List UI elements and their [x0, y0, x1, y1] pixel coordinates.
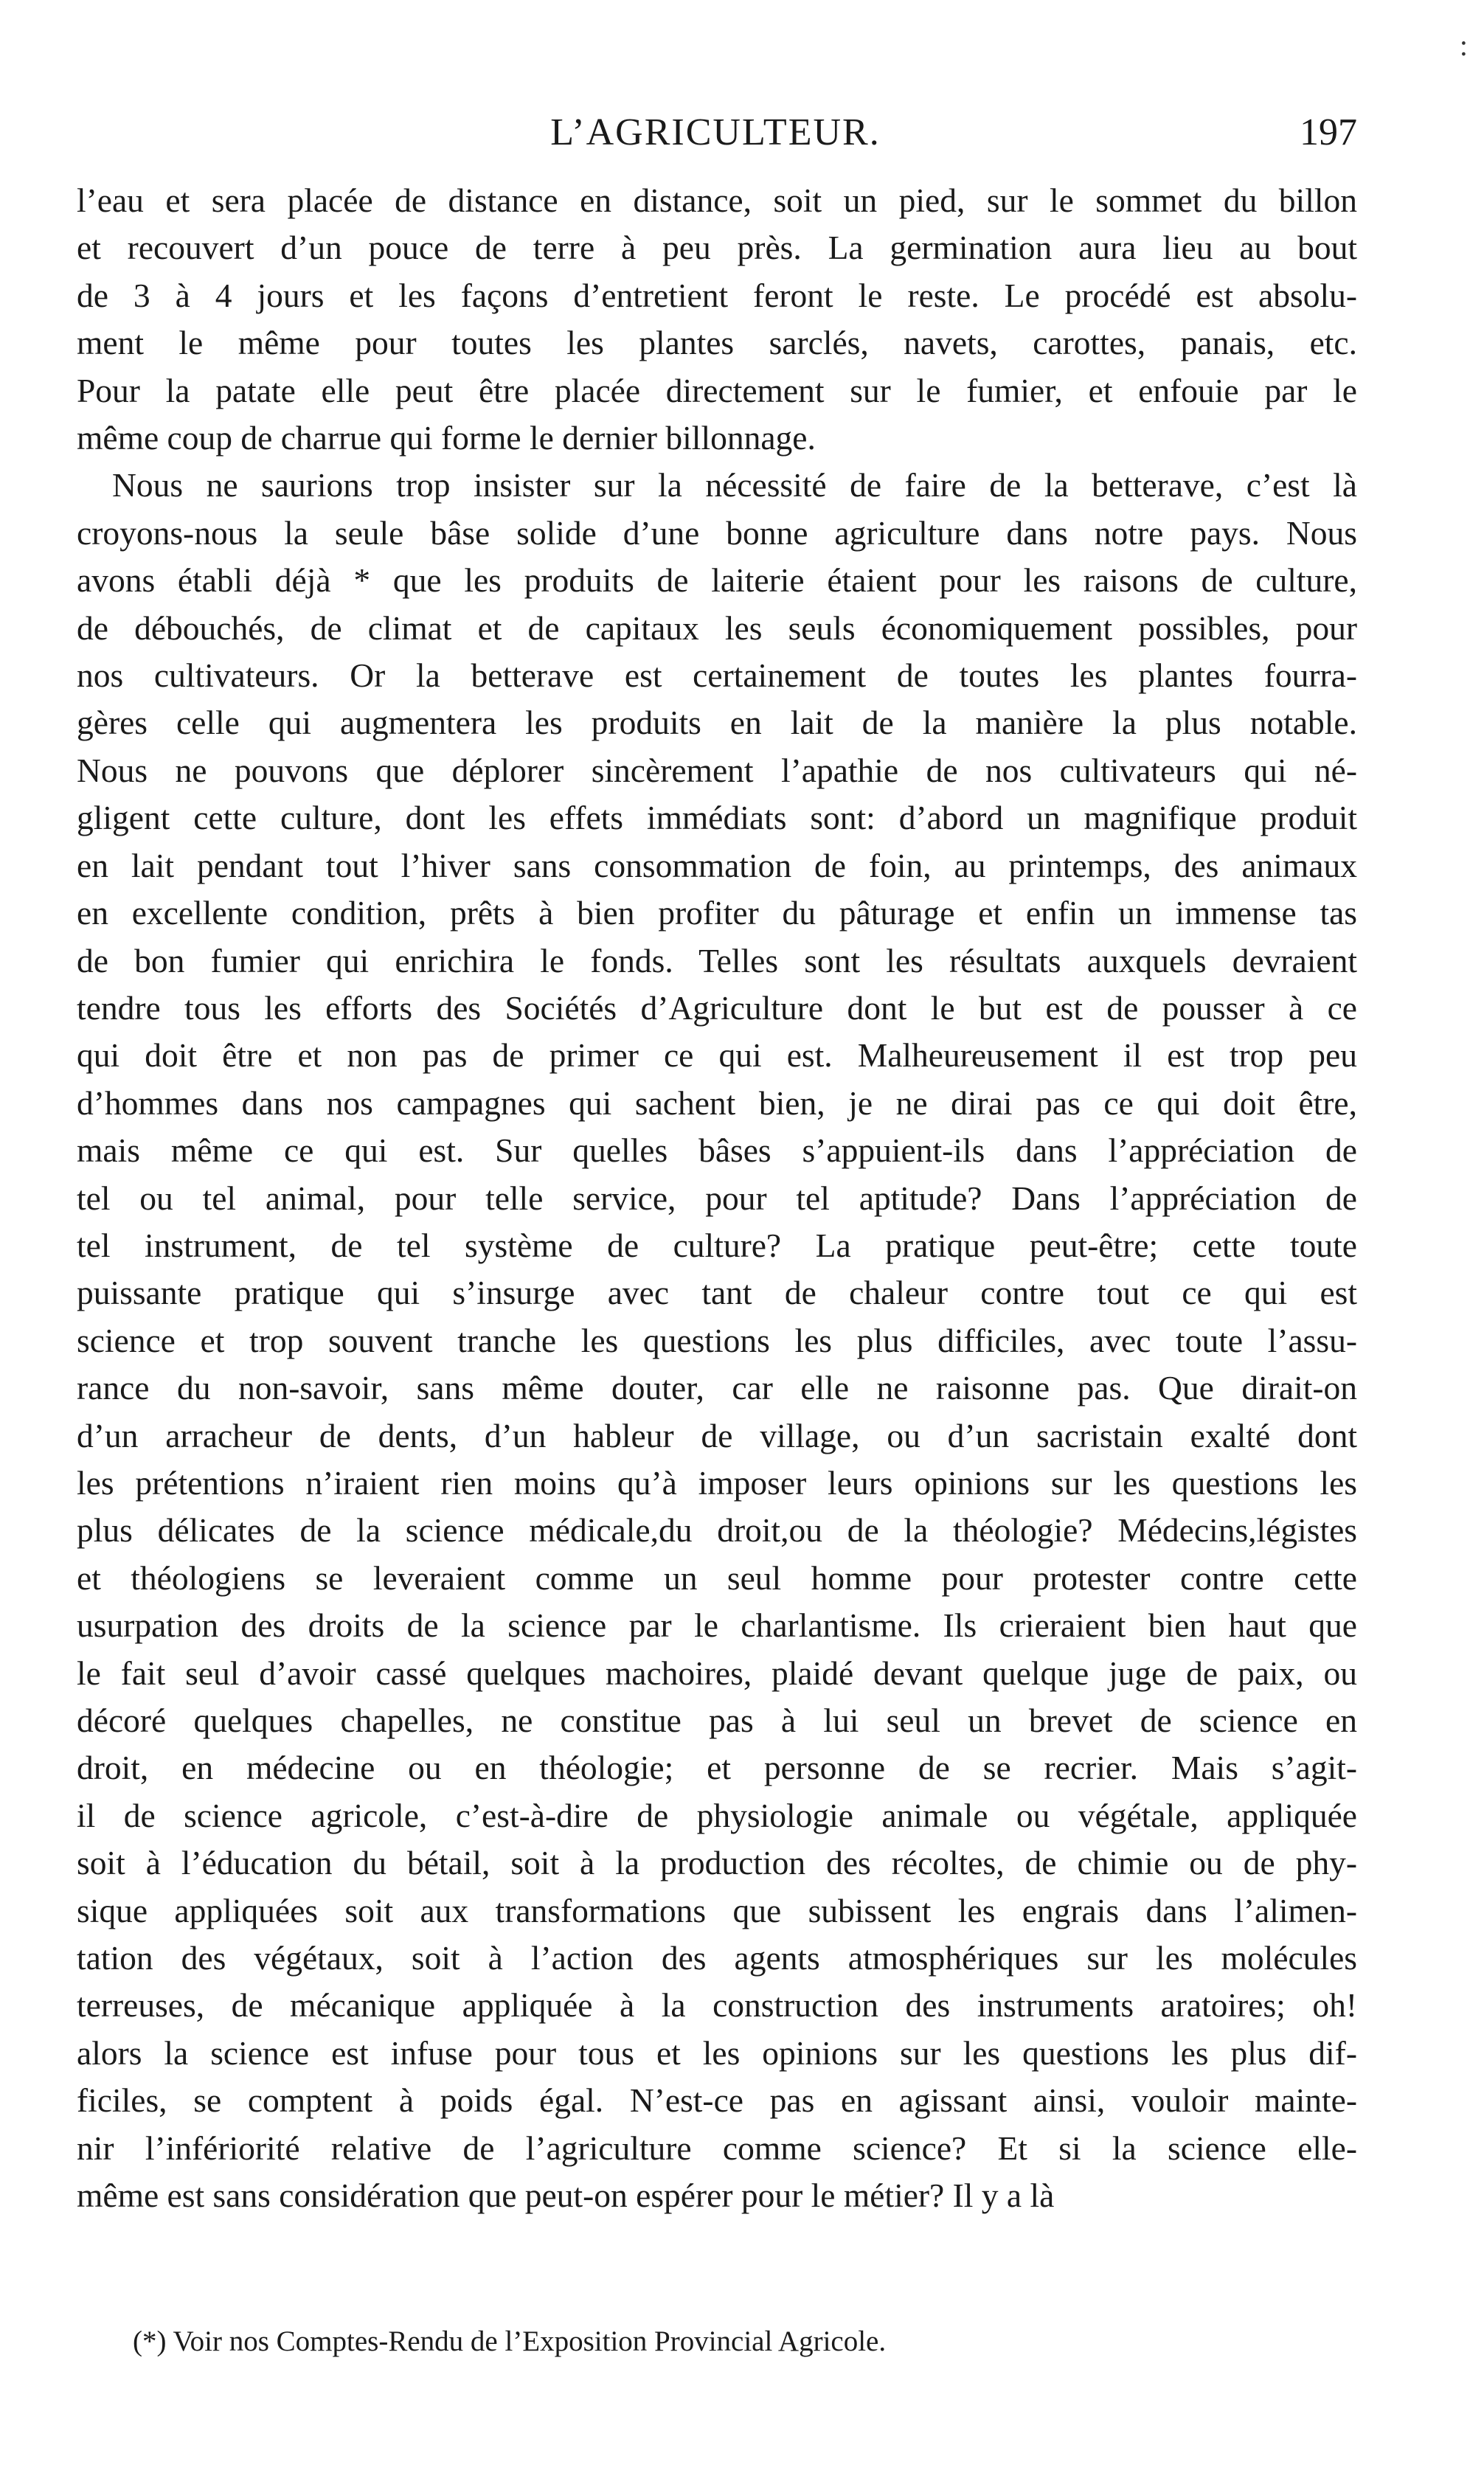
text-line: tel ou tel animal, pour telle service, pour tel aptitude? Dans l’appréciation de [77, 1179, 1357, 1217]
text-line: sique appliquées soit aux transformations que subissent les engrais dans l’alimen- [77, 1891, 1357, 1929]
text-line: qui doit être et non pas de primer ce qui est. Malheureusement il est trop peu [77, 1036, 1357, 1075]
text-line: Nous ne saurions trop insister sur la nécessité de faire de la betterave, c’est là [112, 466, 1357, 504]
text-line: et recouvert d’un pouce de terre à peu près. La germination aura lieu au bout [77, 229, 1357, 267]
text-line: de 3 à 4 jours et les façons d’entretient feront le reste. Le procédé est absolu- [77, 276, 1357, 314]
text-line: d’un arracheur de dents, d’un hableur de village, ou d’un sacristain exalté dont [77, 1416, 1357, 1454]
text-line: les prétentions n’iraient rien moins qu’à imposer leurs opinions sur les questions les [77, 1463, 1357, 1502]
paragraph-2 [77, 462, 1357, 2219]
text-line: soit à l’éducation du bétail, soit à la production des récoltes, de chimie ou de phy- [77, 1844, 1357, 1882]
running-title: L’AGRICULTEUR. [550, 111, 881, 153]
text-line: rance du non-savoir, sans même douter, car elle ne raisonne pas. Que dirait-on [77, 1369, 1357, 1407]
text-line: tel instrument, de tel système de culture? La pratique peut-être; cette toute [77, 1226, 1357, 1264]
text-line: mais même ce qui est. Sur quelles bâses s’appuient-ils dans l’appréciation de [77, 1131, 1357, 1170]
text-line: usurpation des droits de la science par le charlantisme. Ils crieraient bien haut que [77, 1606, 1357, 1645]
text-line: tation des végétaux, soit à l’action des agents atmosphériques sur les molécules [77, 1939, 1357, 1977]
text-line: gligent cette culture, dont les effets immédiats sont: d’abord un magnifique produit [77, 799, 1357, 837]
margin-mark: : [1459, 29, 1468, 62]
text-line: il de science agricole, c’est-à-dire de physiologie animale ou végétale, appliquée [77, 1796, 1357, 1834]
text-line: science et trop souvent tranche les questions les plus difficiles, avec toute l’assu- [77, 1321, 1357, 1359]
text-line: de bon fumier qui enrichira le fonds. Telles sont les résultats auxquels devraient [77, 941, 1357, 979]
text-line: en lait pendant tout l’hiver sans consommation de foin, au printemps, des animaux [77, 846, 1357, 884]
paragraph-1 [77, 177, 1357, 462]
text-line: terreuses, de mécanique appliquée à la construction des instruments aratoires; oh! [77, 1986, 1357, 2025]
text-line: croyons-nous la seule bâse solide d’une bonne agriculture dans notre pays. Nous [77, 513, 1357, 552]
text-line: d’hommes dans nos campagnes qui sachent bien, je ne dirai pas ce qui doit être, [77, 1083, 1357, 1122]
text-line: gères celle qui augmentera les produits en lait de la manière la plus notable. [77, 704, 1357, 742]
text-line: puissante pratique qui s’insurge avec tant de chaleur contre tout ce qui est [77, 1274, 1357, 1312]
text-line: et théologiens se leveraient comme un seul homme pour protester contre cette [77, 1558, 1357, 1597]
text-line: tendre tous les efforts des Sociétés d’Agriculture dont le but est de pousser à ce [77, 988, 1357, 1027]
text-line: en excellente condition, prêts à bien profiter du pâturage et enfin un immense tas [77, 894, 1357, 932]
text-line: même coup de charrue qui forme le dernier billonnage. [77, 419, 816, 457]
text-line: l’eau et sera placée de distance en distance, soit un pied, sur le sommet du billon [77, 181, 1357, 219]
page-number: 197 [1300, 111, 1357, 153]
text-line: Pour la patate elle peut être placée directement sur le fumier, et enfouie par le [77, 371, 1357, 409]
text-line: le fait seul d’avoir cassé quelques machoires, plaidé devant quelque juge de paix, ou [77, 1654, 1357, 1692]
page-header [74, 111, 1357, 162]
text-line: ment le même pour toutes les plantes sarclés, navets, carottes, panais, etc. [77, 324, 1357, 362]
text-line: nos cultivateurs. Or la betterave est certainement de toutes les plantes fourra- [77, 656, 1357, 695]
body-text [77, 177, 1357, 2219]
text-line: ficiles, se comptent à poids égal. N’est-ce pas en agissant ainsi, vouloir mainte- [77, 2081, 1357, 2120]
text-line: avons établi déjà * que les produits de laiterie étaient pour les raisons de culture, [77, 561, 1357, 600]
text-line: Nous ne pouvons que déplorer sincèrement l’apathie de nos cultivateurs qui né- [77, 751, 1357, 789]
text-line: nir l’infériorité relative de l’agriculture comme science? Et si la science elle- [77, 2129, 1357, 2167]
text-line: même est sans considération que peut-on espérer pour le métier? Il y a là [77, 2176, 1055, 2215]
text-line: droit, en médecine ou en théologie; et personne de se recrier. Mais s’agit- [77, 1749, 1357, 1787]
text-line: décoré quelques chapelles, ne constitue pas à lui seul un brevet de science en [77, 1702, 1357, 1739]
text-line: alors la science est infuse pour tous et les opinions sur les questions les plus dif- [77, 2033, 1357, 2072]
text-line: de débouchés, de climat et de capitaux les seuls économiquement possibles, pour [77, 608, 1357, 647]
text-line: plus délicates de la science médicale,du droit,ou de la théologie? Médecins,légistes [77, 1511, 1357, 1550]
footnote: (*) Voir nos Comptes-Rendu de l’Exposition Provincial Agricole. [133, 2325, 887, 2357]
